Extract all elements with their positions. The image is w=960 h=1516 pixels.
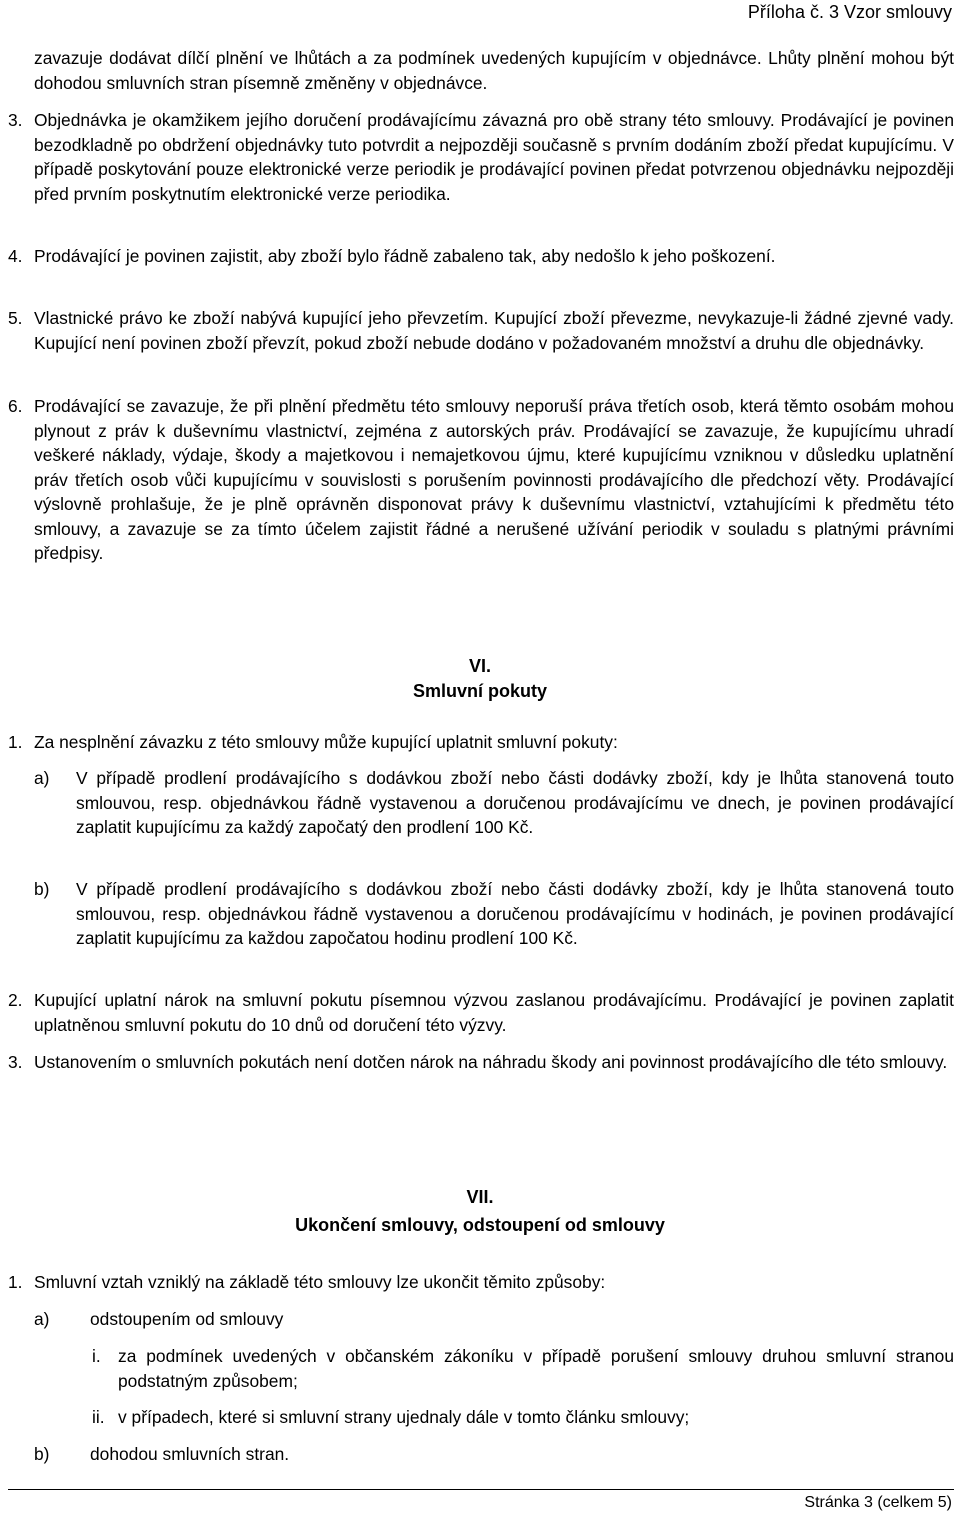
list-item [8,306,954,355]
item-text: Ustanovením o smluvních pokutách není dotčen nárok na náhradu škody ani povinnost prodávajícího dle této smlouvy. [34,1052,948,1072]
page-header: Příloha č. 3 Vzor smlouvy [747,2,952,22]
item-number: 5. [8,308,23,328]
sub-item [34,1307,954,1332]
page-footer: Stránka 3 (celkem 5) [804,1494,952,1511]
sub-item-text: V případě prodlení prodávajícího s dodávkou zboží nebo části dodávky zboží, kdy je lhůta stanovená touto smlouvou, resp. objednávkou řádně vystavenou a doručenou prodávajícímu v hodinách, je povinen prodávající zaplatit kupujícímu za každou započatou hodinu prodlení 100 Kč. [76,879,954,948]
footer-divider [8,1489,954,1490]
continuation-text: zavazuje dodávat dílčí plnění ve lhůtách a za podmínek uvedených kupujícím v objednávce. Lhůty plnění mohou být dohodou smluvních stran písemně změněny v objednávce. [34,48,954,93]
item-number: 4. [8,246,23,266]
section-title: Smluvní pokuty [412,681,547,701]
sub-item-label: a) [34,768,50,788]
list-item [8,394,954,566]
list-item [8,1270,954,1295]
item-number: 3. [8,1052,23,1072]
item-number: 3. [8,110,23,130]
roman-item [92,1405,954,1430]
list-item [8,108,954,206]
item-text: Prodávající je povinen zajistit, aby zboží bylo řádně zabaleno tak, aby nedošlo k jeho poškození. [34,246,776,266]
roman-item-label: ii. [92,1407,105,1427]
sub-item [34,766,954,840]
item-text: Kupující uplatní nárok na smluvní pokutu písemnou výzvou zaslanou prodávajícímu. Prodávající je povinen zaplatit uplatněnou smluvní pokutu do 10 dnů od doručení této výzvy. [34,990,954,1035]
continuation-paragraph [8,46,954,95]
list-item [8,1050,954,1075]
sub-item-label: b) [34,1444,50,1464]
item-number: 2. [8,990,23,1010]
item-text: Smluvní vztah vzniklý na základě této smlouvy lze ukončit těmito způsoby: [34,1272,606,1292]
roman-item-text: za podmínek uvedených v občanském zákoníku v případě porušení smlouvy druhou smluvní stranou podstatným způsobem; [118,1346,954,1391]
sub-item-label: a) [34,1309,50,1329]
section-number: VI. [468,656,491,676]
sub-item [34,1442,954,1467]
roman-item-label: i. [92,1346,101,1366]
item-number: 1. [8,732,23,752]
item-text: Prodávající se zavazuje, že při plnění předmětu této smlouvy neporuší práva třetích osob, která těmto osobám mohou plynout z práv k duševnímu vlastnictví, zejména z autorských práv. Prodávající se zavazuje, že kupujícímu uhradí veškeré náklady, výdaje, škody a majetkovou i nemajetkovou újmu, které kupujícímu vzniknou v důsledku uplatnění práv třetích osob vůči kupujícímu v souvislosti s porušením povinnosti prodávajícího dle předchozí věty. Prodávající výslovně prohlašuje, že je plně oprávněn disponovat právy k duševnímu vlastnictví, vztahujícími k předmětu této smlouvy, a zavazuje se za tímto účelem zajistit řádné a nerušené užívání periodik v souladu s platnými právními předpisy. [34,396,954,563]
sub-item [34,877,954,951]
section-title: Ukončení smlouvy, odstoupení od smlouvy [295,1215,665,1235]
list-item [8,244,954,269]
sub-item-text: odstoupením od smlouvy [90,1309,284,1329]
item-text: Za nesplnění závazku z této smlouvy může kupující uplatnit smluvní pokuty: [34,732,618,752]
item-text: Vlastnické právo ke zboží nabývá kupující jeho převzetím. Kupující zboží převezme, nevykazuje-li žádné zjevné vady. Kupující není povinen zboží převzít, pokud zboží nebude dodáno v požadovaném množství a druhu dle objednávky. [34,308,954,353]
list-item [8,730,954,755]
item-text: Objednávka je okamžikem jejího doručení prodávajícímu závazná pro obě strany této smlouvy. Prodávající je povinen bezodkladně po obdržení objednávky tuto potvrdit a nejpozději současně s prvním dodáním zboží předat kupujícímu. V případě poskytování pouze elektronické verze periodik je prodávající povinen předat potvrzenou objednávku nejpozději před prvním poskytnutím elektronické verze periodika. [34,110,954,204]
list-item [8,988,954,1037]
sub-item-text: V případě prodlení prodávajícího s dodávkou zboží nebo části dodávky zboží, kdy je lhůta stanovená touto smlouvou, resp. objednávkou řádně vystavenou a doručenou prodávajícímu ve dnech, je povinen prodávající zaplatit kupujícímu za každý započatý den prodlení 100 Kč. [76,768,954,837]
sub-item-label: b) [34,879,50,899]
item-number: 1. [8,1272,23,1292]
sub-item-text: dohodou smluvních stran. [90,1444,290,1464]
section-number: VII. [466,1187,494,1207]
item-number: 6. [8,396,23,416]
roman-item-text: v případech, které si smluvní strany ujednaly dále v tomto článku smlouvy; [118,1407,690,1427]
roman-item [92,1344,954,1393]
